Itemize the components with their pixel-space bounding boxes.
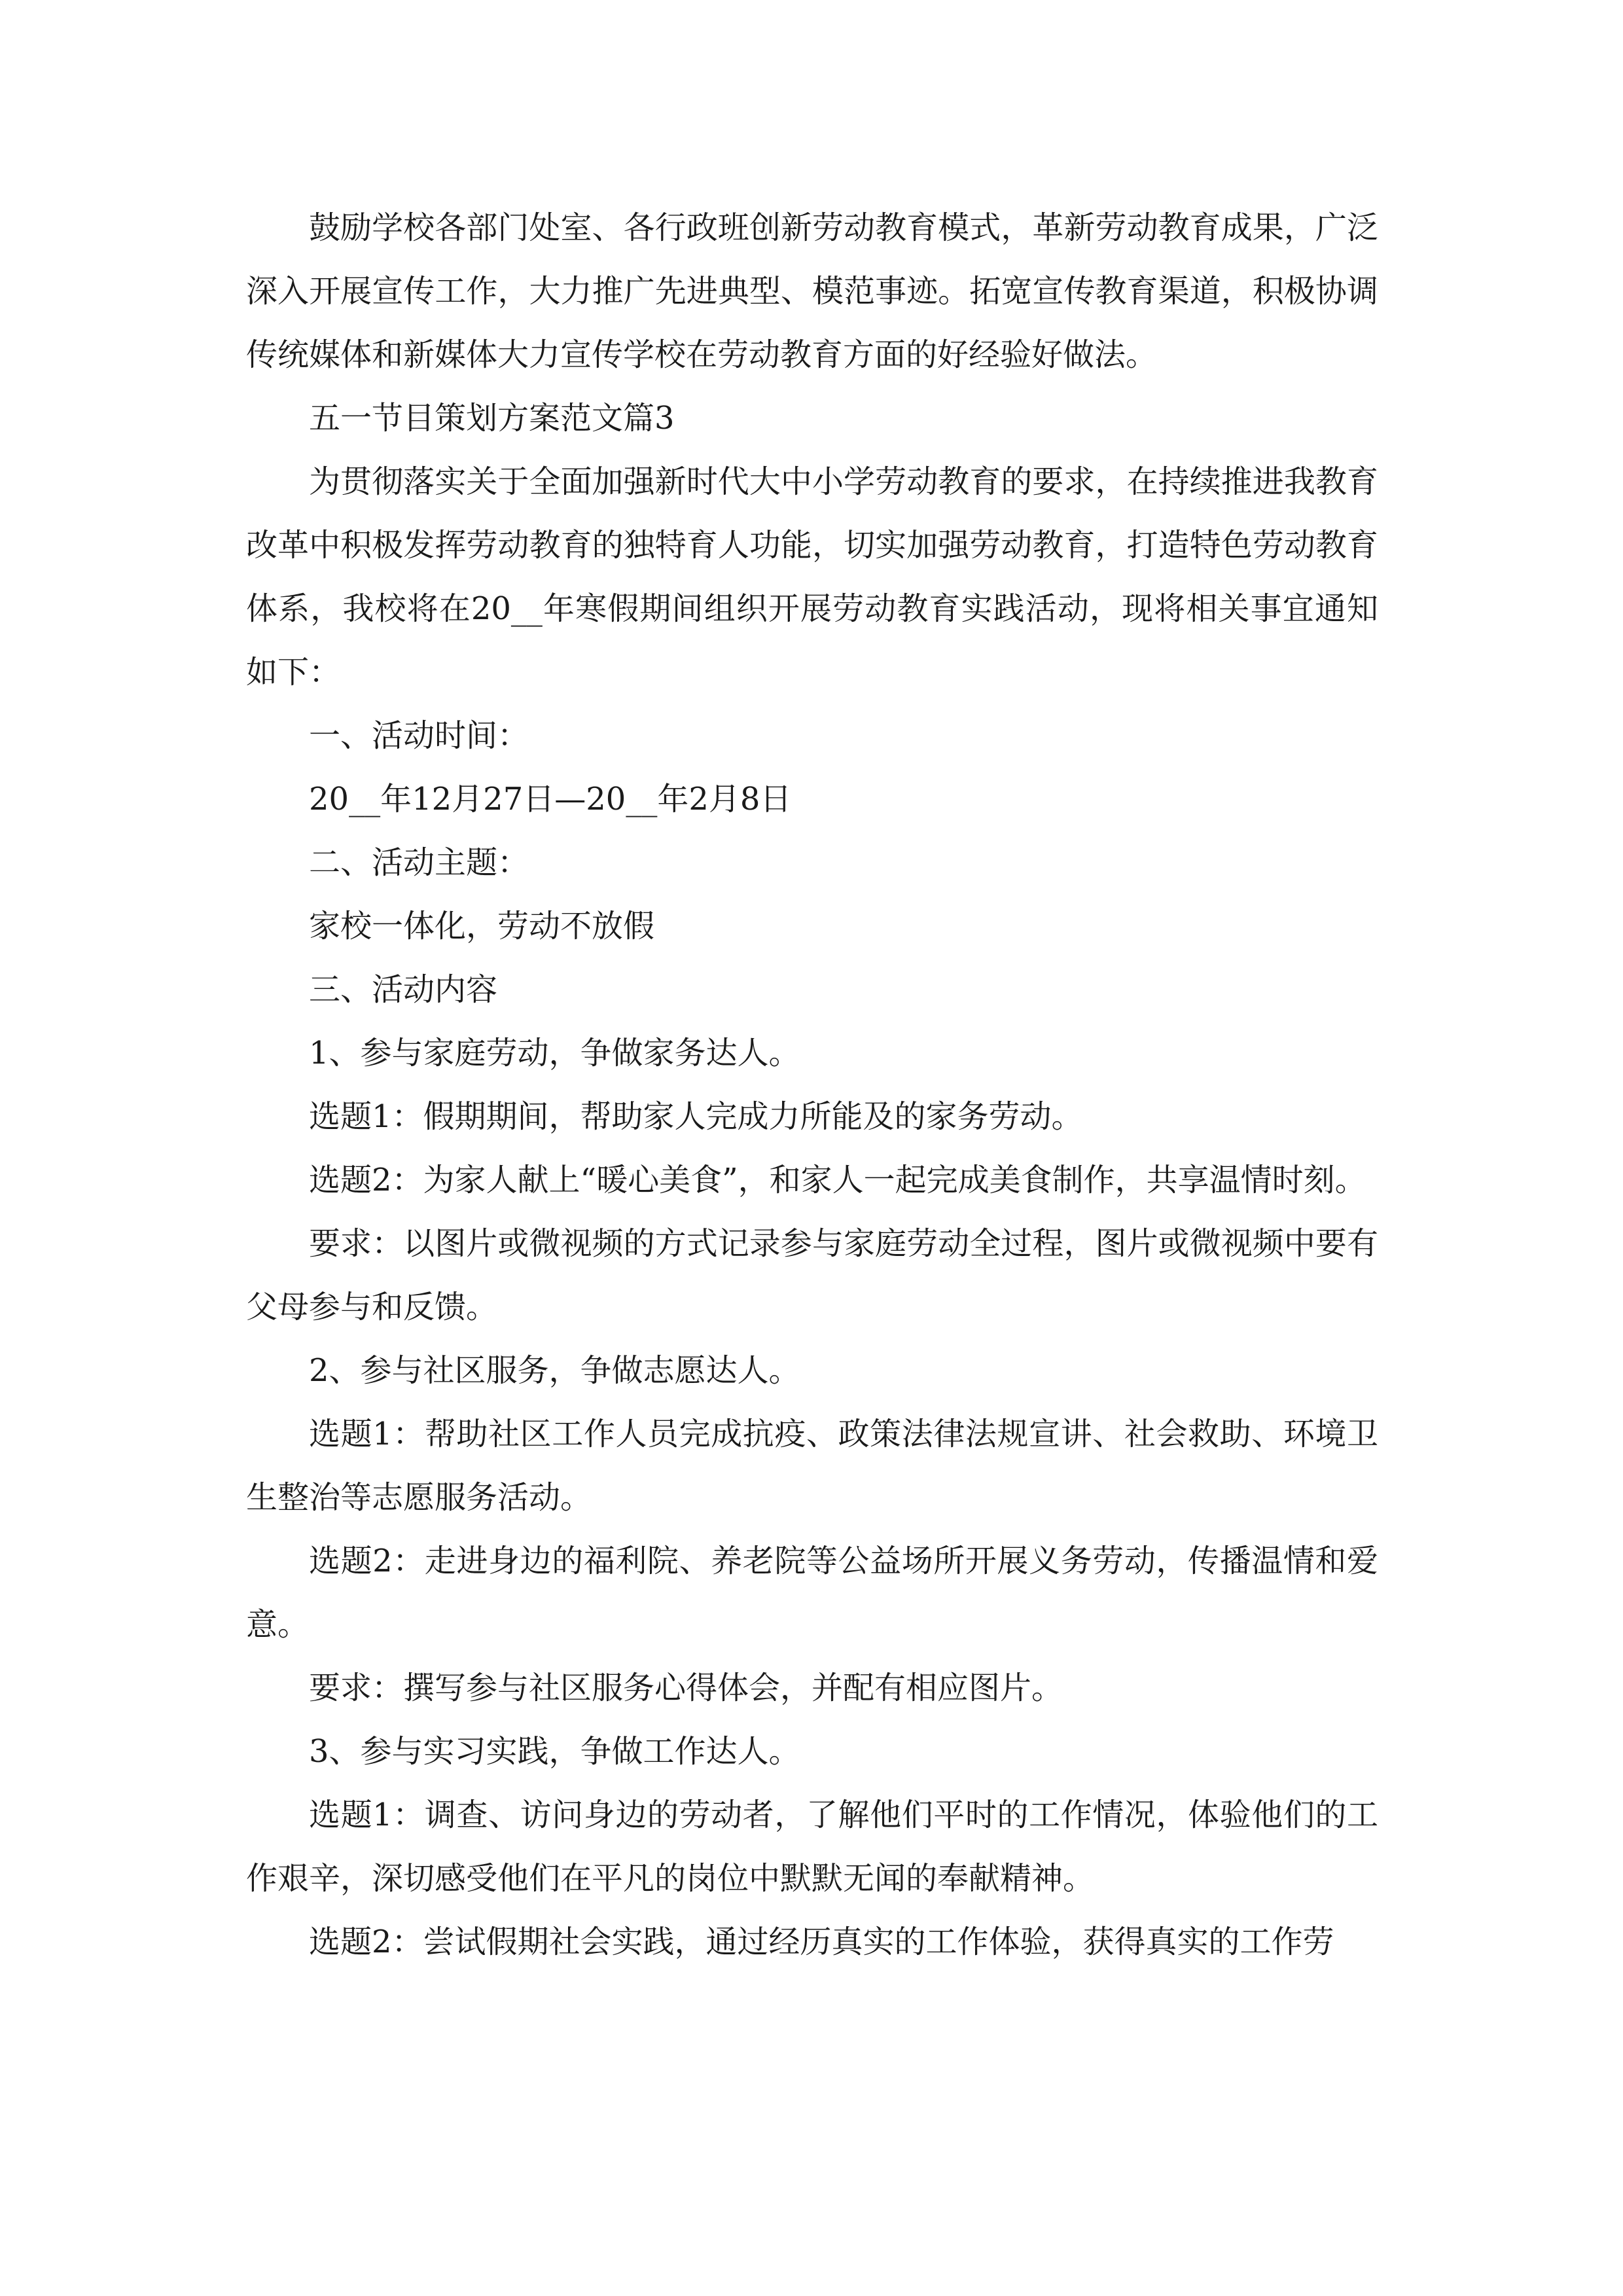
list-item: 选题1：调查、访问身边的劳动者，了解他们平时的工作情况，体验他们的工作艰辛，深切感受他们在平凡的岗位中默默无闻的奉献精神。	[246, 1797, 1378, 1897]
list-item: 选题1：假期期间，帮助家人完成力所能及的家务劳动。	[309, 1098, 1083, 1135]
list-item: 选题2：尝试假期社会实践，通过经历真实的工作体验，获得真实的工作劳	[309, 1924, 1334, 1960]
activity-theme: 家校一体化，劳动不放假	[309, 908, 655, 944]
list-item: 选题1：帮助社区工作人员完成抗疫、政策法律法规宣讲、社会救助、环境卫生整治等志愿服务活动。	[246, 1416, 1378, 1516]
activity-date-range: 20__年12月27日—20__年2月8日	[309, 781, 792, 817]
list-item: 1、参与家庭劳动，争做家务达人。	[309, 1035, 800, 1071]
heading-activity-theme: 二、活动主题：	[309, 844, 529, 881]
list-item: 选题2：走进身边的福利院、养老院等公益场所开展义务劳动，传播温情和爱意。	[246, 1543, 1378, 1643]
heading-activity-time: 一、活动时间：	[309, 717, 529, 754]
heading-activity-content: 三、活动内容	[309, 971, 498, 1008]
section-title: 五一节目策划方案范文篇3	[309, 400, 675, 437]
list-item: 选题2：为家人献上“暖心美食”，和家人一起完成美食制作，共享温情时刻。	[309, 1162, 1366, 1198]
paragraph: 鼓励学校各部门处室、各行政班创新劳动教育模式，革新劳动教育成果，广泛深入开展宣传工作，大力推广先进典型、模范事迹。拓宽宣传教育渠道，积极协调传统媒体和新媒体大力宣传学校在劳动教育方面的好经验好做法。	[246, 209, 1378, 373]
list-item: 2、参与社区服务，争做志愿达人。	[309, 1352, 800, 1389]
document-page	[246, 196, 1378, 1974]
list-item: 3、参与实习实践，争做工作达人。	[309, 1733, 800, 1770]
requirement: 要求：以图片或微视频的方式记录参与家庭劳动全过程，图片或微视频中要有父母参与和反馈。	[246, 1225, 1378, 1325]
requirement: 要求：撰写参与社区服务心得体会，并配有相应图片。	[309, 1670, 1063, 1706]
paragraph: 为贯彻落实关于全面加强新时代大中小学劳动教育的要求，在持续推进我教育改革中积极发挥劳动教育的独特育人功能，切实加强劳动教育，打造特色劳动教育体系，我校将在20__年寒假期间组织开展劳动教育实践活动，现将相关事宜通知如下：	[246, 463, 1378, 691]
